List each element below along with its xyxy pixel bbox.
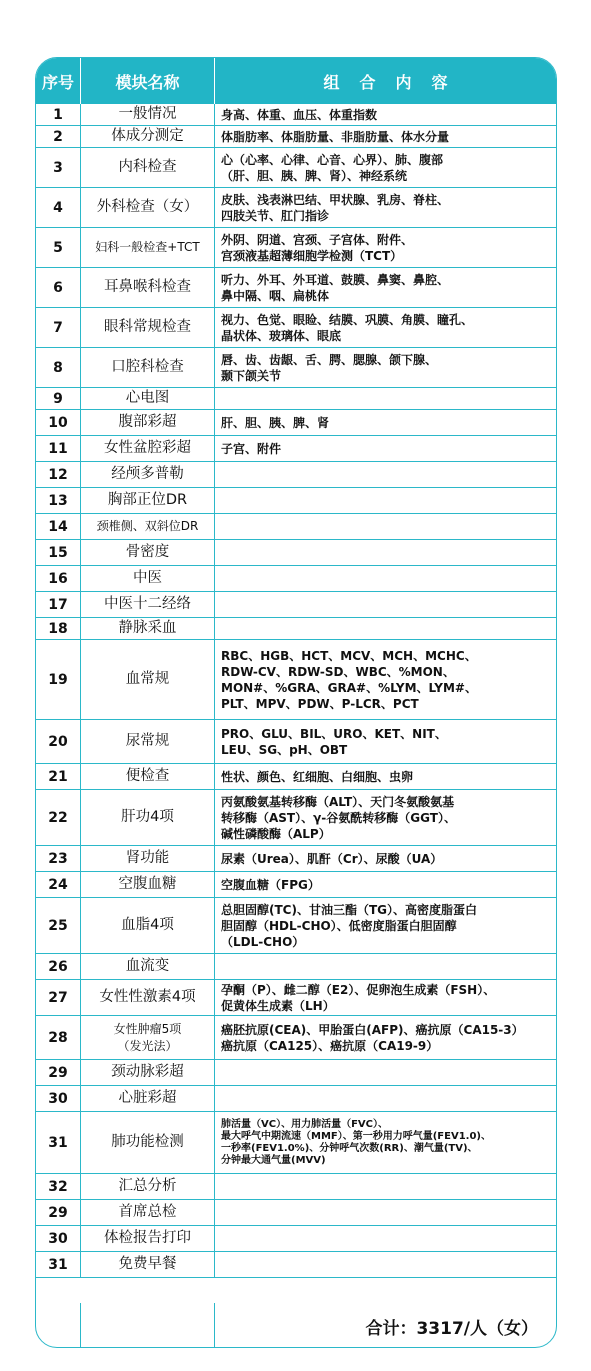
module-name: 心电图 bbox=[81, 388, 215, 409]
row-number: 24 bbox=[36, 872, 81, 897]
row-number: 19 bbox=[36, 640, 81, 719]
module-content: 外阴、阴道、宫颈、子宫体、附件、 宫颈液基超薄细胞学检测（TCT） bbox=[221, 232, 414, 263]
module-name: 免费早餐 bbox=[81, 1252, 215, 1277]
module-content: 性状、颜色、红细胞、白细胞、虫卵 bbox=[221, 769, 414, 784]
table-row bbox=[36, 488, 556, 514]
row-number: 31 bbox=[36, 1252, 81, 1277]
module-name: 汇总分析 bbox=[81, 1174, 215, 1199]
table-row bbox=[36, 954, 556, 980]
table-row bbox=[36, 566, 556, 592]
module-name: 颈动脉彩超 bbox=[81, 1060, 215, 1085]
row-number: 10 bbox=[36, 410, 81, 435]
module-content: 心（心率、心律、心音、心界）、肺、腹部 （肝、胆、胰、脾、肾）、神经系统 bbox=[221, 152, 444, 183]
module-name: 肾功能 bbox=[81, 846, 215, 871]
table-row bbox=[36, 720, 556, 764]
module-name: 内科检查 bbox=[81, 148, 215, 187]
row-number: 32 bbox=[36, 1174, 81, 1199]
row-number: 20 bbox=[36, 720, 81, 763]
table-row bbox=[36, 1060, 556, 1086]
table-row bbox=[36, 1016, 556, 1060]
module-content: 体脂肪率、体脂肪量、非脂肪量、体水分量 bbox=[221, 129, 450, 144]
module-content: 唇、齿、齿龈、舌、腭、腮腺、颌下腺、 颞下颌关节 bbox=[221, 352, 438, 383]
module-name: 经颅多普勒 bbox=[81, 462, 215, 487]
module-name: 眼科常规检查 bbox=[81, 308, 215, 347]
module-content: 听力、外耳、外耳道、鼓膜、鼻窦、鼻腔、 鼻中隔、咽、扁桃体 bbox=[221, 272, 450, 303]
table-row bbox=[36, 1252, 556, 1278]
row-number: 6 bbox=[36, 268, 81, 307]
module-name: 中医十二经络 bbox=[81, 592, 215, 617]
module-name: 中医 bbox=[81, 566, 215, 591]
row-number: 11 bbox=[36, 436, 81, 461]
module-name: 骨密度 bbox=[81, 540, 215, 565]
row-number: 17 bbox=[36, 592, 81, 617]
row-number: 9 bbox=[36, 388, 81, 409]
row-number: 23 bbox=[36, 846, 81, 871]
module-name: 腹部彩超 bbox=[81, 410, 215, 435]
module-name: 便检查 bbox=[81, 764, 215, 789]
table-row bbox=[36, 592, 556, 618]
module-name: 女性性激素4项 bbox=[81, 980, 215, 1015]
module-name: 静脉采血 bbox=[81, 618, 215, 639]
table-row bbox=[36, 148, 556, 188]
row-number: 29 bbox=[36, 1200, 81, 1225]
row-number: 1 bbox=[36, 104, 81, 125]
row-number: 12 bbox=[36, 462, 81, 487]
row-number: 15 bbox=[36, 540, 81, 565]
module-name: 女性肿瘤5项 （发光法） bbox=[81, 1016, 215, 1059]
table-row bbox=[36, 640, 556, 720]
table-row bbox=[36, 1200, 556, 1226]
module-name: 妇科一般检查+TCT bbox=[81, 228, 215, 267]
table-row bbox=[36, 308, 556, 348]
table-row bbox=[36, 540, 556, 566]
table-row bbox=[36, 188, 556, 228]
module-name: 颈椎侧、双斜位DR bbox=[81, 514, 215, 539]
module-name: 空腹血糖 bbox=[81, 872, 215, 897]
module-content: 癌胚抗原(CEA)、甲胎蛋白(AFP)、癌抗原（CA15-3） 癌抗原（CA125）、癌抗原（CA19-9） bbox=[221, 1022, 524, 1053]
table-row bbox=[36, 126, 556, 148]
table-row bbox=[36, 618, 556, 640]
total-price: 合计：3317/人（女） bbox=[365, 1318, 538, 1339]
module-content: PRO、GLU、BIL、URO、KET、NIT、 LEU、SG、pH、OBT bbox=[221, 726, 447, 757]
module-name: 尿常规 bbox=[81, 720, 215, 763]
module-content: 视力、色觉、眼睑、结膜、巩膜、角膜、瞳孔、 晶状体、玻璃体、眼底 bbox=[221, 312, 474, 343]
row-number: 25 bbox=[36, 898, 81, 953]
table-row bbox=[36, 1174, 556, 1200]
table-row bbox=[36, 1086, 556, 1112]
table-row bbox=[36, 980, 556, 1016]
table-row bbox=[36, 104, 556, 126]
header-module: 模块名称 bbox=[81, 58, 215, 104]
module-name: 耳鼻喉科检查 bbox=[81, 268, 215, 307]
row-number: 18 bbox=[36, 618, 81, 639]
row-number: 5 bbox=[36, 228, 81, 267]
module-content: 子宫、附件 bbox=[221, 441, 282, 456]
module-content: 孕酮（P）、雌二醇（E2）、促卵泡生成素（FSH）、 促黄体生成素（LH） bbox=[221, 982, 496, 1013]
module-name: 首席总检 bbox=[81, 1200, 215, 1225]
module-content: 尿素（Urea）、肌酐（Cr）、尿酸（UA） bbox=[221, 851, 443, 866]
module-name: 体检报告打印 bbox=[81, 1226, 215, 1251]
table-row bbox=[36, 898, 556, 954]
module-content: 肝、胆、胰、脾、肾 bbox=[221, 415, 330, 430]
row-number: 14 bbox=[36, 514, 81, 539]
table-row bbox=[36, 228, 556, 268]
row-number: 30 bbox=[36, 1226, 81, 1251]
table-row bbox=[36, 1112, 556, 1174]
module-name: 肝功4项 bbox=[81, 790, 215, 845]
module-content: RBC、HGB、HCT、MCV、MCH、MCHC、 RDW-CV、RDW-SD、WBC、%MON、 MON#、%GRA、GRA#、%LYM、LYM#、 PLT、MPV、PDW、P-LCR、PCT bbox=[221, 648, 477, 711]
module-name: 口腔科检查 bbox=[81, 348, 215, 387]
table-footer bbox=[36, 1303, 556, 1348]
module-name: 心脏彩超 bbox=[81, 1086, 215, 1111]
row-number: 26 bbox=[36, 954, 81, 979]
module-name: 体成分测定 bbox=[81, 126, 215, 147]
table-row bbox=[36, 436, 556, 462]
module-content: 总胆固醇(TC)、甘油三酯（TG）、高密度脂蛋白 胆固醇（HDL-CHO）、低密度脂蛋白胆固醇 （LDL-CHO） bbox=[221, 902, 477, 949]
header-no: 序号 bbox=[36, 58, 81, 104]
row-number: 4 bbox=[36, 188, 81, 227]
header-content: 组合内容 bbox=[323, 72, 468, 92]
module-name: 血常规 bbox=[81, 640, 215, 719]
table-row bbox=[36, 764, 556, 790]
module-content: 肺活量（VC）、用力肺活量（FVC）、 最大呼气中期流速（MMF）、第一秒用力呼气量(FEV1.0)、 一秒率(FEV1.0%)、分钟呼气次数(RR)、潮气量(TV)、 分钟最大通气量(MVV) bbox=[221, 1118, 491, 1166]
row-number: 30 bbox=[36, 1086, 81, 1111]
row-number: 31 bbox=[36, 1112, 81, 1173]
row-number: 29 bbox=[36, 1060, 81, 1085]
row-number: 28 bbox=[36, 1016, 81, 1059]
table-header bbox=[36, 58, 556, 104]
module-content: 丙氨酸氨基转移酶（ALT）、天门冬氨酸氨基 转移酶（AST）、γ-谷氨酰转移酶（GGT）、 碱性磷酸酶（ALP） bbox=[221, 794, 456, 841]
table-row bbox=[36, 410, 556, 436]
module-name: 肺功能检测 bbox=[81, 1112, 215, 1173]
row-number: 3 bbox=[36, 148, 81, 187]
row-number: 21 bbox=[36, 764, 81, 789]
module-content: 身高、体重、血压、体重指数 bbox=[221, 107, 378, 122]
table-row bbox=[36, 1226, 556, 1252]
row-number: 16 bbox=[36, 566, 81, 591]
module-name: 女性盆腔彩超 bbox=[81, 436, 215, 461]
row-number: 7 bbox=[36, 308, 81, 347]
row-number: 8 bbox=[36, 348, 81, 387]
module-name: 血脂4项 bbox=[81, 898, 215, 953]
row-number: 22 bbox=[36, 790, 81, 845]
module-name: 外科检查（女） bbox=[81, 188, 215, 227]
row-number: 27 bbox=[36, 980, 81, 1015]
module-content: 空腹血糖（FPG） bbox=[221, 877, 320, 892]
table-row bbox=[36, 872, 556, 898]
module-content: 皮肤、浅表淋巴结、甲状腺、乳房、脊柱、 四肢关节、肛门指诊 bbox=[221, 192, 450, 223]
table-row bbox=[36, 514, 556, 540]
row-number: 2 bbox=[36, 126, 81, 147]
table-row bbox=[36, 790, 556, 846]
table-row bbox=[36, 348, 556, 388]
table-row bbox=[36, 462, 556, 488]
module-name: 胸部正位DR bbox=[81, 488, 215, 513]
package-table bbox=[35, 57, 557, 1348]
table-row bbox=[36, 388, 556, 410]
module-name: 血流变 bbox=[81, 954, 215, 979]
row-number: 13 bbox=[36, 488, 81, 513]
module-name: 一般情况 bbox=[81, 104, 215, 125]
table-row bbox=[36, 268, 556, 308]
table-row bbox=[36, 846, 556, 872]
